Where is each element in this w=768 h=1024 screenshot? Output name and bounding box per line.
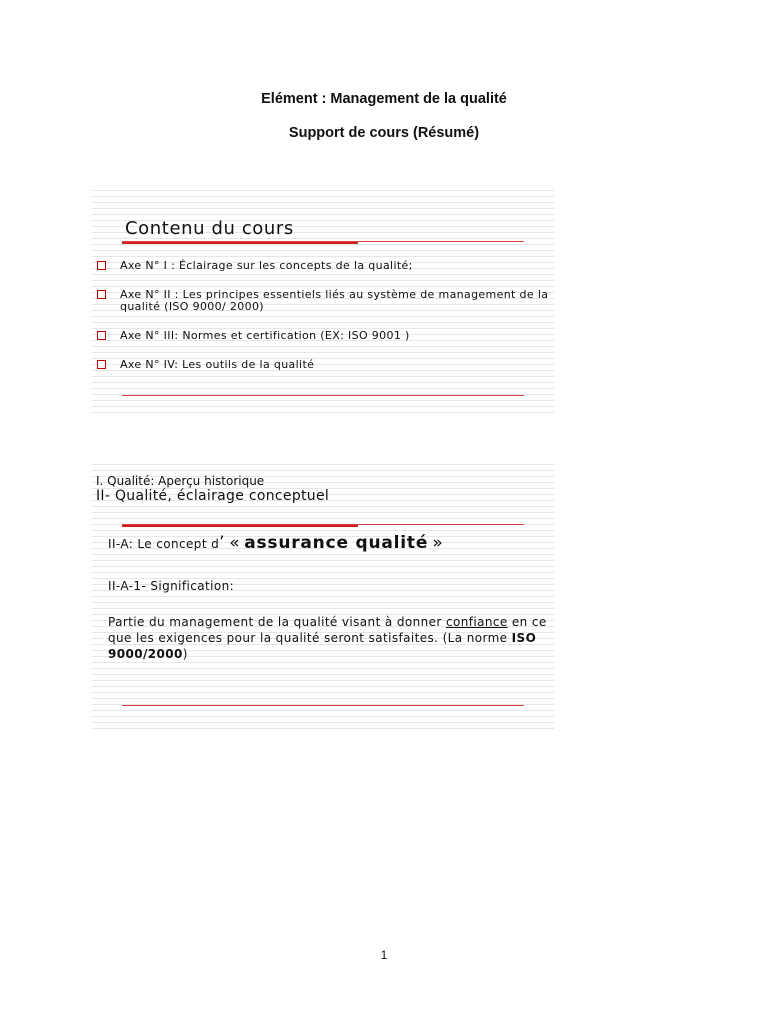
- paragraph-text-1: Partie du management de la qualité visant à donner: [108, 615, 446, 629]
- square-bullet-icon: [97, 261, 106, 270]
- concept-prefix: II-A: Le concept d: [108, 537, 220, 551]
- list-item: [96, 359, 552, 371]
- slide-bottom-rule: [122, 705, 524, 706]
- list-item-text: Axe N° IV: Les outils de la qualité: [120, 358, 315, 371]
- slide-title: Contenu du cours: [125, 218, 294, 239]
- title-underline-rule: [122, 241, 524, 242]
- slide-course-content: [92, 188, 554, 418]
- square-bullet-icon: [97, 290, 106, 299]
- list-item-text: Axe N° I : Éclairage sur les concepts de la qualité;: [120, 259, 413, 272]
- concept-apostrophe: ’: [219, 533, 225, 553]
- heading-underline-rule: [122, 524, 524, 525]
- section-heading-history: I. Qualité: Aperçu historique: [96, 474, 265, 488]
- definition-paragraph: [108, 614, 548, 662]
- square-bullet-icon: [97, 331, 106, 340]
- list-item: [96, 289, 552, 313]
- concept-term: assurance qualité: [244, 533, 429, 553]
- list-item: [96, 260, 552, 272]
- section-heading-concept: II- Qualité, éclairage conceptuel: [96, 488, 330, 504]
- concept-open-quote: «: [229, 533, 240, 553]
- paragraph-text-2: en ce que les exigences pour la qualité seront satisfaites. (La norme: [108, 615, 547, 645]
- slide-quality-concept: [92, 462, 554, 734]
- concept-close-quote: »: [432, 533, 444, 553]
- page-number: 1: [380, 948, 388, 962]
- document-subtitle: Support de cours (Résumé): [288, 125, 480, 141]
- paragraph-text-3: ): [182, 647, 188, 661]
- document-header: [0, 84, 768, 148]
- list-item: [96, 330, 552, 342]
- paragraph-underlined-word: confiance: [445, 615, 508, 629]
- paragraph-bold-norm: ISO 9000/2000: [108, 631, 537, 661]
- list-item-text: Axe N° II : Les principes essentiels liés au système de management de la qualité (ISO 9000/ 2000): [120, 288, 549, 313]
- square-bullet-icon: [97, 360, 106, 369]
- document-title: Elément : Management de la qualité: [261, 91, 507, 107]
- concept-heading: [108, 535, 443, 552]
- list-item-text: Axe N° III: Normes et certification (EX: ISO 9001 ): [120, 329, 410, 342]
- slide-bottom-rule: [122, 395, 524, 396]
- signification-heading: II-A-1- Signification:: [108, 579, 235, 593]
- course-axes-list: [96, 260, 552, 371]
